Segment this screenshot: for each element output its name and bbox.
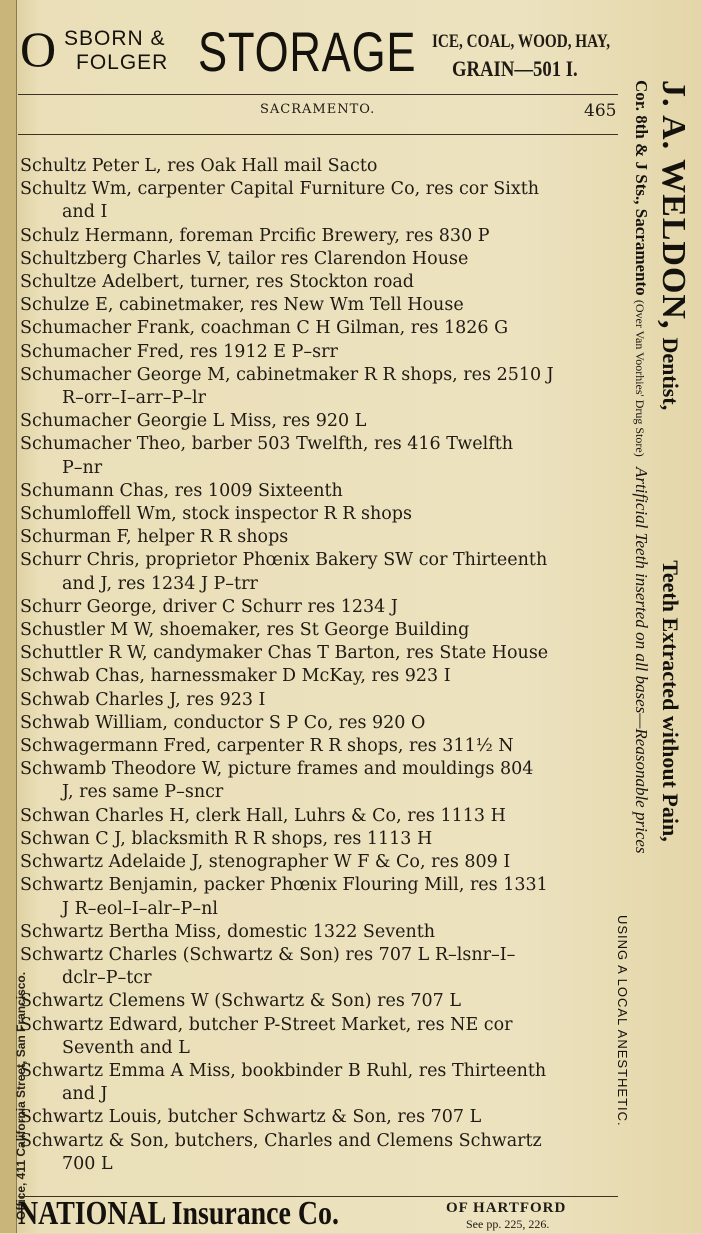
entry-continuation: R–orr–I–arr–P–lr [62,388,207,409]
entry-continuation: J R–eol–I–alr–P–nl [62,898,218,919]
entry-text: Schultz Wm, carpenter Capital Furniture Co, res cor Sixth [20,179,540,200]
entry-text: Schwagermann Fred, carpenter R R shops, res 311½ N [20,736,514,757]
entry-text: Schumloffell Wm, stock inspector R R shops [20,504,412,525]
left-spine-ad [0,0,28,1233]
entry-continuation: and I [62,202,108,223]
dentist-profession: Dentist, [658,337,683,411]
entry-text: Schustler M W, shoemaker, res St George Building [20,620,470,641]
entry-text: Schurr Chris, proprietor Phœnix Bakery SW cor Thirteenth [20,550,548,571]
storage-title: STORAGE [198,20,417,83]
directory-entry [20,271,620,294]
running-head-divider [18,134,618,135]
directory-entry [20,665,620,688]
directory-entry [20,990,620,1013]
dentist-store: (Over Van Voorhies' Drug Store) [633,299,647,457]
header-divider [18,94,618,95]
directory-entry [20,480,620,503]
entry-continuation: and J, res 1234 J P–trr [62,573,258,594]
directory-entry [20,410,620,433]
storage-address: GRAIN—501 I. [452,56,578,81]
entry-text: Schumacher Georgie L Miss, res 920 L [20,411,367,432]
directory-entry [20,944,620,990]
entry-text: Schwartz Clemens W (Schwartz & Son) res 707 L [20,991,461,1012]
directory-entry [20,689,620,712]
directory-entry [20,317,620,340]
dentist-name: J. A. WELDON, [655,80,692,330]
entry-text: Schultzberg Charles V, tailor res Clarendon House [20,248,469,269]
entry-text: Schumacher Fred, res 1912 E P–srr [20,341,338,362]
page-number: 465 [584,101,617,121]
directory-entry [20,619,620,642]
directory-entry [20,1106,620,1129]
right-dentist-ad [615,80,702,1220]
directory-entry [20,921,620,944]
entry-text: Schwamb Theodore W, picture frames and mouldings 804 [20,759,534,780]
directory-entry [20,828,620,851]
entry-text: Schulz Hermann, foreman Prcific Brewery, res 830 P [20,225,490,246]
directory-entry [20,851,620,874]
entry-text: Schwan C J, blacksmith R R shops, res 1113 H [20,828,433,849]
directory-entry [20,758,620,804]
dentist-address: Cor. 8th & J Sts., Sacramento [632,80,651,296]
entry-text: Schwab Chas, harnessmaker D McKay, res 923 I [20,666,451,687]
entry-continuation: J, res same P–sncr [62,782,224,803]
directory-entry [20,642,620,665]
entry-text: Schwan Charles H, clerk Hall, Luhrs & Co, res 1113 H [20,805,506,826]
directory-entry [20,549,620,595]
entry-text: Schulze E, cabinetmaker, res New Wm Tell House [20,295,464,316]
directory-entry [20,805,620,828]
directory-entry [20,178,620,224]
entry-text: Schwartz Adelaide J, stenographer W F & Co, res 809 I [20,852,511,873]
directory-entry [20,874,620,920]
directory-entry [20,596,620,619]
left-ad-text: Office, 411 California Street, San Francisco. [14,971,28,1220]
directory-entry [20,248,620,271]
dentist-extraction: Teeth Extracted without Pain, [658,560,683,842]
osborn-line-1: SBORN & [64,27,166,50]
directory-entry [20,526,620,549]
running-head-city: SACRAMENTO. [260,102,376,117]
entry-continuation: P–nr [62,457,103,478]
directory-entry [20,1060,620,1106]
directory-entry [20,503,620,526]
entry-text: Schumacher George M, cabinetmaker R R shops, res 2510 J [20,364,554,385]
page-header-ad [18,14,633,94]
entry-text: Schwab Charles J, res 923 I [20,689,266,710]
dentist-artificial: Artificial Teeth inserted on all bases—Reasonable prices [632,466,651,854]
directory-entry [20,712,620,735]
entry-text: Schwartz Louis, butcher Schwartz & Son, res 707 L [20,1107,482,1128]
directory-entry [20,155,620,178]
entry-text: Schwartz Benjamin, packer Phœnix Flouring Mill, res 1331 [20,875,548,896]
directory-entry [20,1130,620,1176]
footer-see-pages: See pp. 225, 226. [466,1217,550,1231]
entry-text: Schwartz Emma A Miss, bookbinder B Ruhl, res Thirteenth [20,1060,547,1081]
storage-goods: ICE, COAL, WOOD, HAY, [432,31,611,52]
dentist-anesthetic: USING A LOCAL ANESTHETIC. [615,915,630,1127]
entry-text: Schultze Adelbert, turner, res Stockton road [20,272,415,293]
directory-listing [20,155,620,1176]
entry-text: Schumann Chas, res 1009 Sixteenth [20,480,343,501]
entry-text: Schurman F, helper R R shops [20,527,289,548]
entry-text: Schurr George, driver C Schurr res 1234 J [20,596,398,617]
entry-text: Schwartz Edward, butcher P-Street Market, res NE cor [20,1014,513,1035]
entry-text: Schwartz Charles (Schwartz & Son) res 707 L R–lsnr–I– [20,944,516,965]
directory-entry [20,225,620,248]
entry-text: Schumacher Frank, coachman C H Gilman, res 1826 G [20,318,509,339]
directory-entry [20,1014,620,1060]
entry-continuation: Seventh and L [62,1037,190,1058]
directory-entry [20,735,620,758]
entry-text: Schultz Peter L, res Oak Hall mail Sacto [20,156,378,176]
osborn-line-2: FOLGER [76,51,169,74]
entry-text: Schwab William, conductor S P Co, res 920 O [20,712,426,733]
entry-text: Schwartz Bertha Miss, domestic 1322 Seventh [20,921,436,942]
directory-entry [20,294,620,317]
entry-continuation: dclr–P–tcr [62,968,152,989]
directory-entry [20,364,620,410]
entry-text: Schumacher Theo, barber 503 Twelfth, res 416 Twelfth [20,434,514,455]
footer-hartford: OF HARTFORD [446,1200,567,1216]
entry-continuation: and J [62,1084,108,1105]
entry-text: Schwartz & Son, butchers, Charles and Clemens Schwartz [20,1130,542,1151]
osborn-initial: O [20,21,57,77]
directory-entry [20,341,620,364]
footer-insurance-ad: NATIONAL Insurance Co. [18,1195,339,1232]
directory-entry [20,433,620,479]
entry-text: Schuttler R W, candymaker Chas T Barton, res State House [20,643,549,664]
entry-continuation: 700 L [62,1153,113,1174]
